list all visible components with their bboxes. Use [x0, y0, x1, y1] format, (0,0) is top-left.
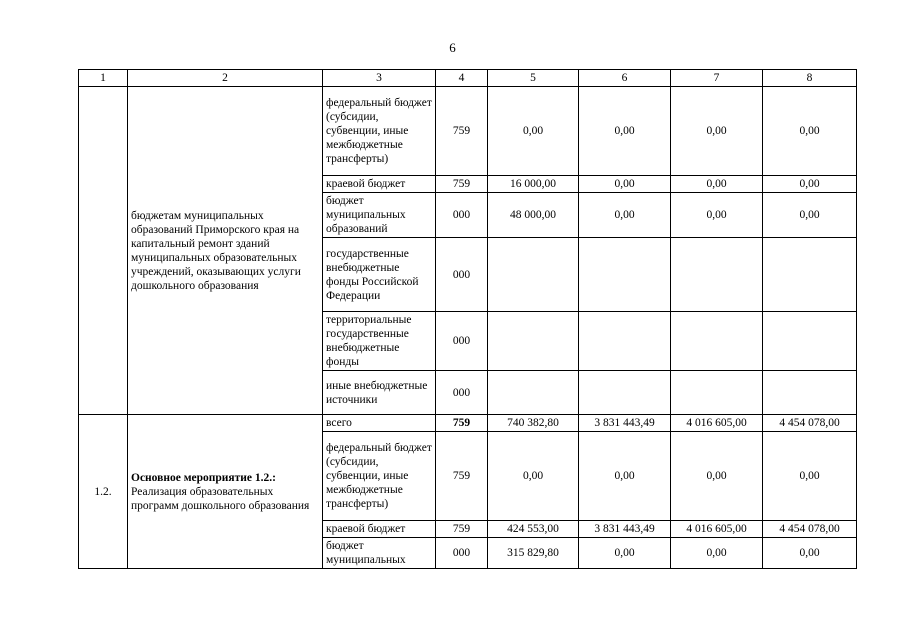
header-cell: 6	[579, 70, 671, 87]
item-number: 1.2.	[79, 415, 128, 569]
funding-source: федеральный бюджет (субсидии, субвенции, иные межбюджетные трансферты)	[323, 432, 436, 521]
header-cell: 1	[79, 70, 128, 87]
code-cell: 000	[436, 193, 488, 238]
code-cell: 000	[436, 538, 488, 569]
value-cell: 0,00	[671, 538, 763, 569]
header-row	[79, 70, 857, 87]
code-cell: 000	[436, 238, 488, 312]
value-cell	[579, 371, 671, 415]
value-cell: 0,00	[763, 432, 857, 521]
value-cell	[488, 312, 579, 371]
code-cell: 000	[436, 371, 488, 415]
funding-source: бюджет муниципальных образований	[323, 193, 436, 238]
value-cell: 740 382,80	[488, 415, 579, 432]
value-cell	[763, 238, 857, 312]
funding-source: всего	[323, 415, 436, 432]
funding-source: иные внебюджетные источники	[323, 371, 436, 415]
value-cell: 424 553,00	[488, 521, 579, 538]
table-row	[79, 415, 857, 432]
item-description: Реализация образовательных программ дошкольного образования	[131, 485, 310, 512]
value-cell	[579, 238, 671, 312]
value-cell: 0,00	[488, 432, 579, 521]
header-cell: 8	[763, 70, 857, 87]
value-cell: 16 000,00	[488, 176, 579, 193]
value-cell	[671, 312, 763, 371]
code-cell: 759	[436, 176, 488, 193]
value-cell: 0,00	[763, 193, 857, 238]
value-cell: 0,00	[579, 538, 671, 569]
value-cell: 4 454 078,00	[763, 415, 857, 432]
value-cell: 4 016 605,00	[671, 521, 763, 538]
value-cell	[671, 238, 763, 312]
value-cell: 0,00	[671, 193, 763, 238]
value-cell: 4 454 078,00	[763, 521, 857, 538]
value-cell: 0,00	[579, 176, 671, 193]
funding-source: краевой бюджет	[323, 521, 436, 538]
funding-source: государственные внебюджетные фонды Российской Федерации	[323, 238, 436, 312]
value-cell: 0,00	[488, 87, 579, 176]
header-cell: 2	[128, 70, 323, 87]
item-title: Основное мероприятие 1.2.:	[131, 471, 276, 484]
value-cell: 0,00	[763, 176, 857, 193]
value-cell: 4 016 605,00	[671, 415, 763, 432]
budget-table	[78, 69, 857, 569]
value-cell: 0,00	[579, 193, 671, 238]
item-description: бюджетам муниципальных образований Приморского края на капитальный ремонт зданий муниципальных образовательных учреждений, оказывающих услуги дошкольного образования	[128, 87, 323, 415]
value-cell: 315 829,80	[488, 538, 579, 569]
value-cell	[488, 238, 579, 312]
value-cell	[488, 371, 579, 415]
value-cell: 0,00	[763, 538, 857, 569]
value-cell	[579, 312, 671, 371]
value-cell: 0,00	[671, 432, 763, 521]
table-row	[79, 87, 857, 176]
value-cell: 48 000,00	[488, 193, 579, 238]
item-number	[79, 87, 128, 415]
value-cell: 0,00	[763, 87, 857, 176]
header-cell: 5	[488, 70, 579, 87]
funding-source: территориальные государственные внебюджетные фонды	[323, 312, 436, 371]
value-cell: 3 831 443,49	[579, 415, 671, 432]
funding-source: краевой бюджет	[323, 176, 436, 193]
code-cell: 759	[436, 432, 488, 521]
value-cell: 0,00	[579, 432, 671, 521]
code-cell: 000	[436, 312, 488, 371]
code-cell: 759	[436, 521, 488, 538]
value-cell: 0,00	[671, 176, 763, 193]
item-description-cell	[128, 415, 323, 569]
value-cell: 0,00	[671, 87, 763, 176]
value-cell: 3 831 443,49	[579, 521, 671, 538]
code-cell: 759	[436, 415, 488, 432]
value-cell	[763, 312, 857, 371]
header-cell: 4	[436, 70, 488, 87]
header-cell: 7	[671, 70, 763, 87]
value-cell	[763, 371, 857, 415]
funding-source: федеральный бюджет (субсидии, субвенции, иные межбюджетные трансферты)	[323, 87, 436, 176]
page-number: 6	[449, 40, 456, 55]
header-cell: 3	[323, 70, 436, 87]
code-cell: 759	[436, 87, 488, 176]
funding-source: бюджет муниципальных	[323, 538, 436, 569]
value-cell	[671, 371, 763, 415]
value-cell: 0,00	[579, 87, 671, 176]
